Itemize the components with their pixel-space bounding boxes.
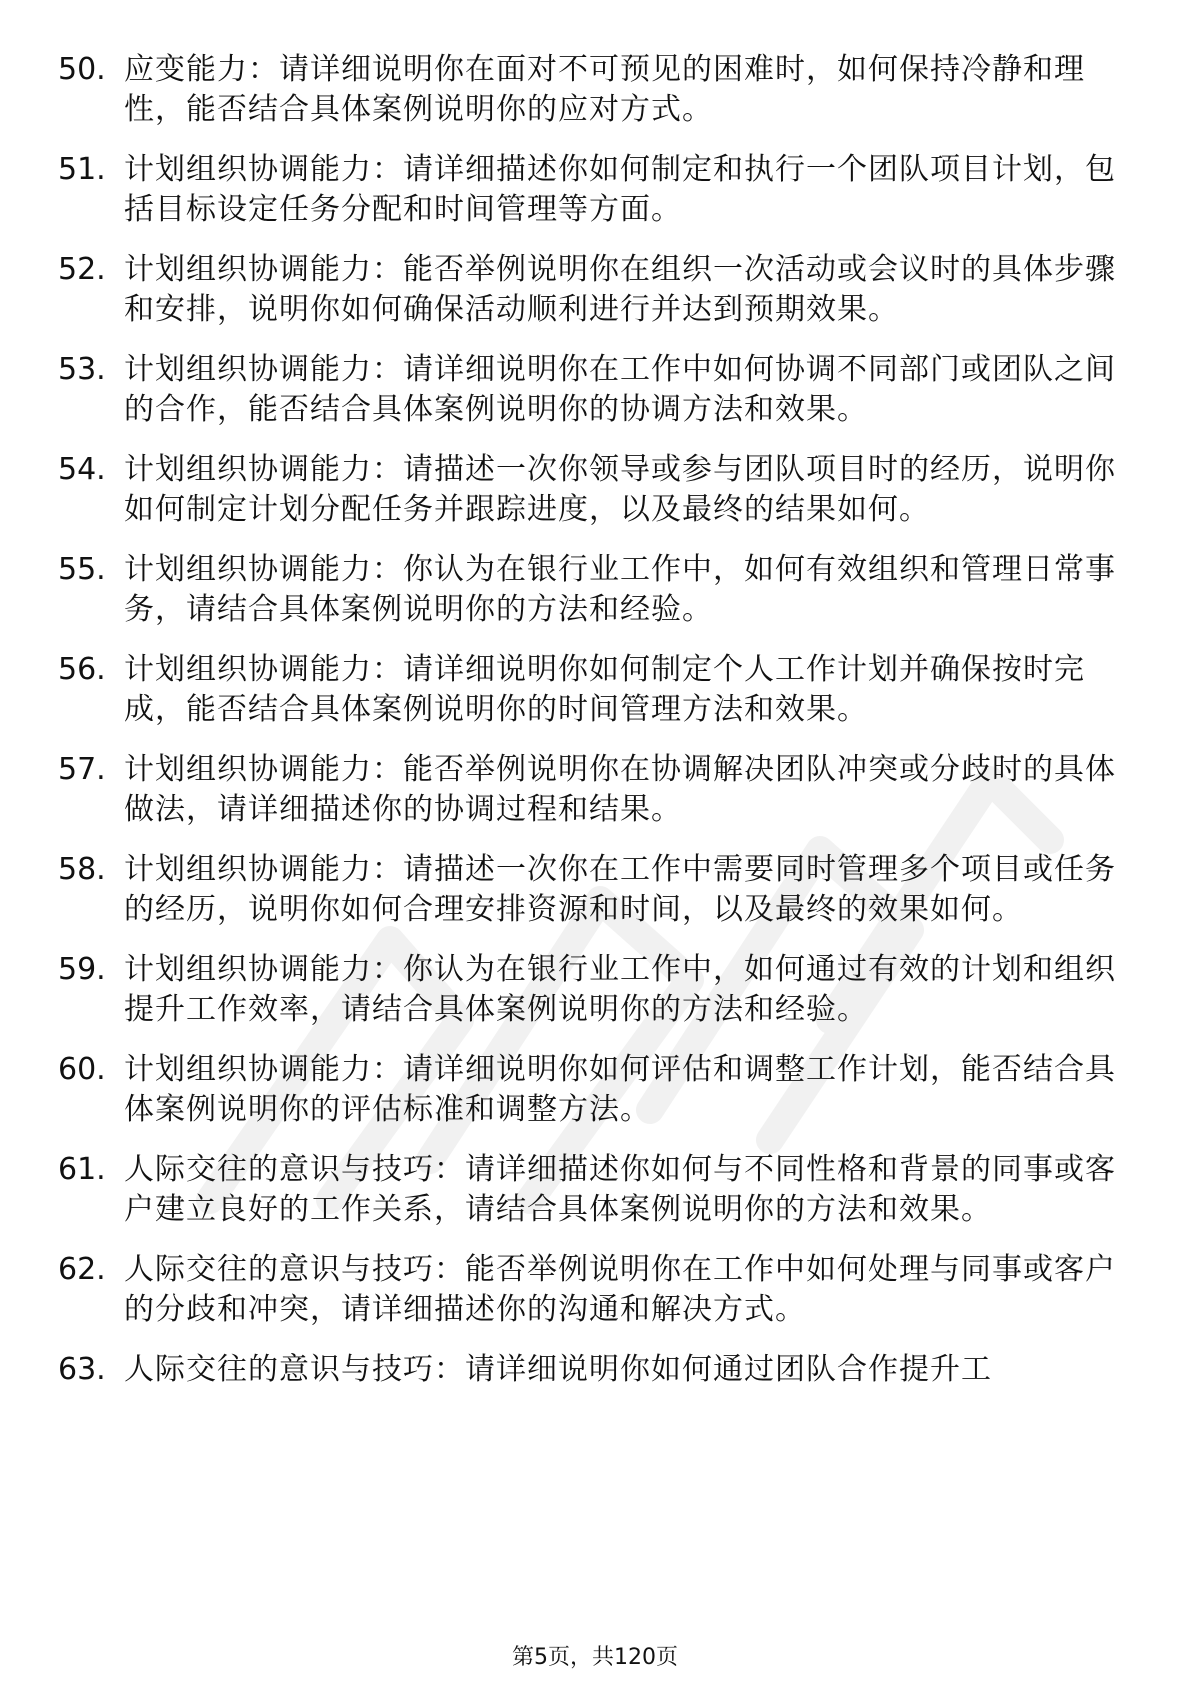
question-number: 56. (58, 652, 106, 687)
question-item (58, 50, 1118, 130)
question-item (58, 250, 1118, 330)
question-text: 人际交往的意识与技巧：请详细描述你如何与不同性格和背景的同事或客户建立良好的工作关系，请结合具体案例说明你的方法和效果。 (124, 1152, 1116, 1227)
question-item (58, 950, 1118, 1030)
question-number: 54. (58, 452, 106, 487)
question-text: 计划组织协调能力：你认为在银行业工作中，如何有效组织和管理日常事务，请结合具体案例说明你的方法和经验。 (124, 552, 1116, 627)
question-item (58, 850, 1118, 930)
question-text: 计划组织协调能力：请详细说明你如何制定个人工作计划并确保按时完成，能否结合具体案例说明你的时间管理方法和效果。 (124, 652, 1085, 727)
question-text: 计划组织协调能力：能否举例说明你在协调解决团队冲突或分歧时的具体做法，请详细描述你的协调过程和结果。 (124, 752, 1116, 827)
question-item (58, 1050, 1118, 1130)
question-text: 计划组织协调能力：请详细描述你如何制定和执行一个团队项目计划，包括目标设定任务分配和时间管理等方面。 (124, 152, 1116, 227)
question-number: 51. (58, 152, 106, 187)
question-text: 计划组织协调能力：请详细说明你在工作中如何协调不同部门或团队之间的合作，能否结合具体案例说明你的协调方法和效果。 (124, 352, 1116, 427)
question-text: 应变能力：请详细说明你在面对不可预见的困难时，如何保持冷静和理性，能否结合具体案例说明你的应对方式。 (124, 52, 1085, 127)
question-item (58, 150, 1118, 230)
question-number: 57. (58, 752, 106, 787)
question-number: 53. (58, 352, 106, 387)
question-item (58, 1250, 1118, 1330)
question-text: 计划组织协调能力：请描述一次你领导或参与团队项目时的经历，说明你如何制定计划分配任务并跟踪进度，以及最终的结果如何。 (124, 452, 1116, 527)
question-item (58, 550, 1118, 630)
question-number: 52. (58, 252, 106, 287)
question-item (58, 1150, 1118, 1230)
question-text: 人际交往的意识与技巧：请详细说明你如何通过团队合作提升工 (124, 1352, 992, 1387)
question-text: 计划组织协调能力：请详细说明你如何评估和调整工作计划，能否结合具体案例说明你的评估标准和调整方法。 (124, 1052, 1116, 1127)
question-number: 60. (58, 1052, 106, 1087)
question-text: 计划组织协调能力：能否举例说明你在组织一次活动或会议时的具体步骤和安排，说明你如何确保活动顺利进行并达到预期效果。 (124, 252, 1116, 327)
question-text: 计划组织协调能力：请描述一次你在工作中需要同时管理多个项目或任务的经历，说明你如何合理安排资源和时间，以及最终的效果如何。 (124, 852, 1116, 927)
question-list (58, 50, 1118, 1410)
question-item (58, 750, 1118, 830)
question-number: 59. (58, 952, 106, 987)
question-item (58, 450, 1118, 530)
question-text: 人际交往的意识与技巧：能否举例说明你在工作中如何处理与同事或客户的分歧和冲突，请详细描述你的沟通和解决方式。 (124, 1252, 1116, 1327)
question-item (58, 1350, 1118, 1390)
question-number: 62. (58, 1252, 106, 1287)
question-number: 58. (58, 852, 106, 887)
question-item (58, 350, 1118, 430)
question-number: 63. (58, 1352, 106, 1387)
question-number: 61. (58, 1152, 106, 1187)
page-footer: 第5页，共120页 (512, 1645, 678, 1670)
question-text: 计划组织协调能力：你认为在银行业工作中，如何通过有效的计划和组织提升工作效率，请结合具体案例说明你的方法和经验。 (124, 952, 1116, 1027)
question-number: 50. (58, 52, 106, 87)
question-number: 55. (58, 552, 106, 587)
question-item (58, 650, 1118, 730)
